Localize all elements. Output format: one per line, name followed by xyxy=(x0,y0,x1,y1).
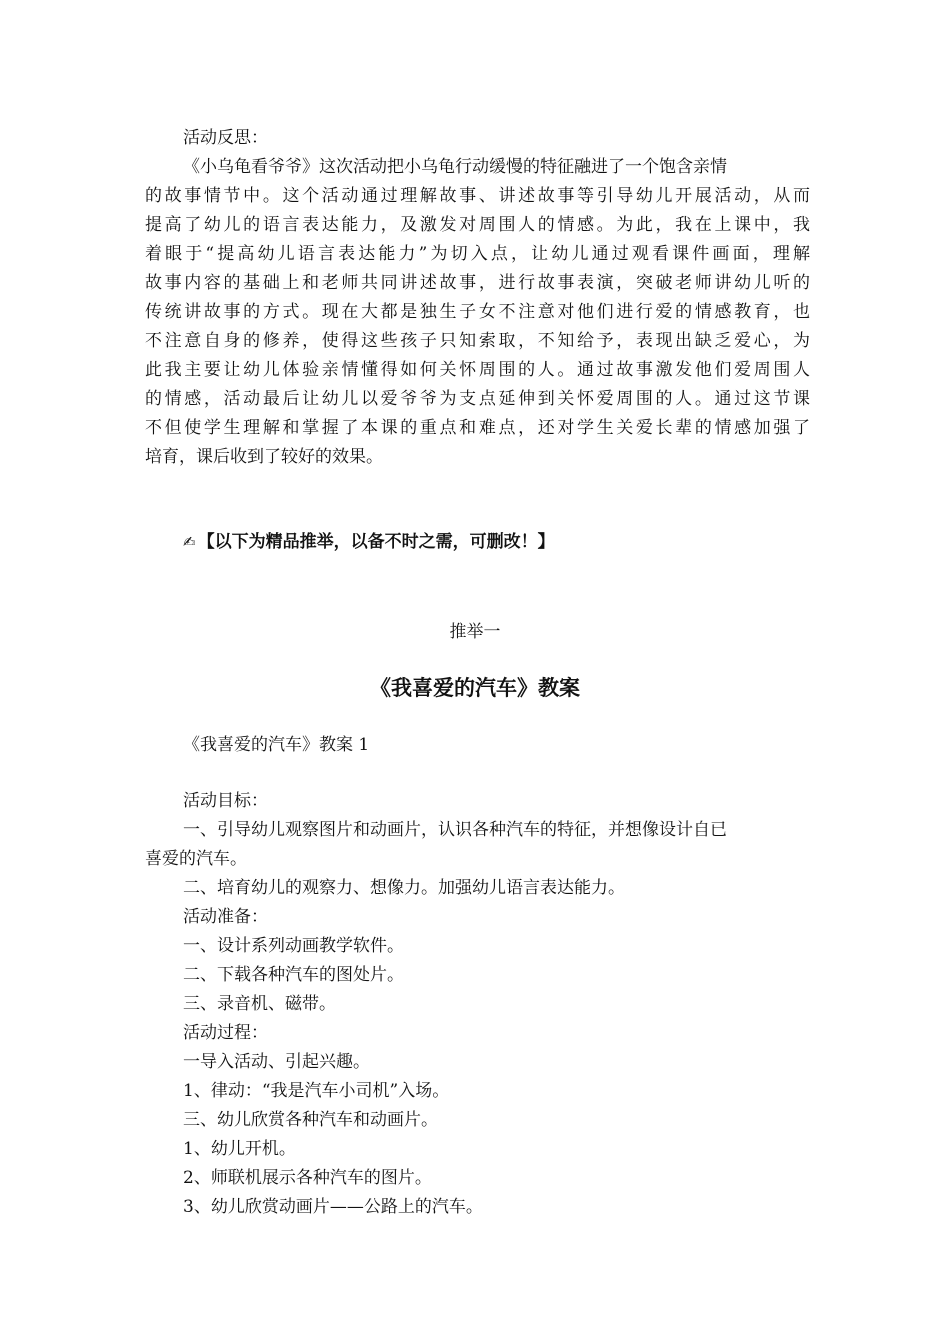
goal-item-2: 二、培育幼儿的观察力、想像力。加强幼儿语言表达能力。 xyxy=(183,878,625,898)
prep-item-2: 二、下载各种汽车的图处片。 xyxy=(183,965,404,985)
writing-hand-icon: ✍ xyxy=(183,533,196,551)
reflection-line-3: 提高了幼儿的语言表达能力，及激发对周围人的情感。为此，我在上课中，我 xyxy=(145,215,810,235)
reflection-line-4: 着眼于“提高幼儿语言表达能力”为切入点，让幼儿通过观看课件画面，理解 xyxy=(145,244,810,264)
goal-item-1-line-2: 喜爱的汽车。 xyxy=(145,849,247,869)
reflection-line-5: 故事内容的基础上和老师共同讲述故事，进行故事表演，突破老师讲幼儿听的 xyxy=(145,273,810,293)
process-item-5: 2、师联机展示各种汽车的图片。 xyxy=(183,1168,432,1188)
lesson-title: 《我喜爱的汽车》教案 xyxy=(370,675,580,700)
recommend-label: 推举一 xyxy=(449,622,501,642)
process-item-4: 1、幼儿开机。 xyxy=(183,1139,296,1159)
reflection-line-2: 的故事情节中。这个活动通过理解故事、讲述故事等引导幼儿开展活动，从而 xyxy=(145,186,810,206)
process-item-6: 3、幼儿欣赏动画片——公路上的汽车。 xyxy=(183,1197,483,1217)
reflection-line-6: 传统讲故事的方式。现在大都是独生子女不注意对他们进行爱的情感教育，也 xyxy=(145,302,810,322)
recommend-note-text: 【以下为精品推举，以备不时之需，可删改！】 xyxy=(197,532,555,552)
reflection-line-9: 的情感，活动最后让幼儿以爱爷爷为支点延伸到关怀爱周围的人。通过这节课 xyxy=(145,389,810,409)
recommend-note xyxy=(183,532,848,552)
goals-heading: 活动目标： xyxy=(183,791,268,811)
reflection-heading: 活动反思： xyxy=(183,128,268,148)
process-item-3: 三、幼儿欣赏各种汽车和动画片。 xyxy=(183,1110,438,1130)
reflection-line-7: 不注意自身的修养，使得这些孩子只知索取，不知给予，表现出缺乏爱心，为 xyxy=(145,331,810,351)
goal-item-1-line-1: 一、引导幼儿观察图片和动画片，认识各种汽车的特征，并想像设计自已 xyxy=(183,820,727,840)
process-heading: 活动过程： xyxy=(183,1023,268,1043)
lesson-subtitle: 《我喜爱的汽车》教案 1 xyxy=(183,735,370,755)
prep-item-3: 三、录音机、磁带。 xyxy=(183,994,336,1014)
process-item-1: 一导入活动、引起兴趣。 xyxy=(183,1052,370,1072)
process-item-2: 1、律动：“我是汽车小司机”入场。 xyxy=(183,1081,450,1101)
reflection-line-1: 《小乌龟看爷爷》这次活动把小乌龟行动缓慢的特征融进了一个饱含亲情 xyxy=(183,157,727,177)
prep-heading: 活动准备： xyxy=(183,907,268,927)
reflection-line-10: 不但使学生理解和掌握了本课的重点和难点，还对学生关爱长辈的情感加强了 xyxy=(145,418,810,438)
reflection-line-11: 培育，课后收到了较好的效果。 xyxy=(145,447,383,467)
prep-item-1: 一、设计系列动画教学软件。 xyxy=(183,936,404,956)
reflection-line-8: 此我主要让幼儿体验亲情懂得如何关怀周围的人。通过故事激发他们爱周围人 xyxy=(145,360,810,380)
